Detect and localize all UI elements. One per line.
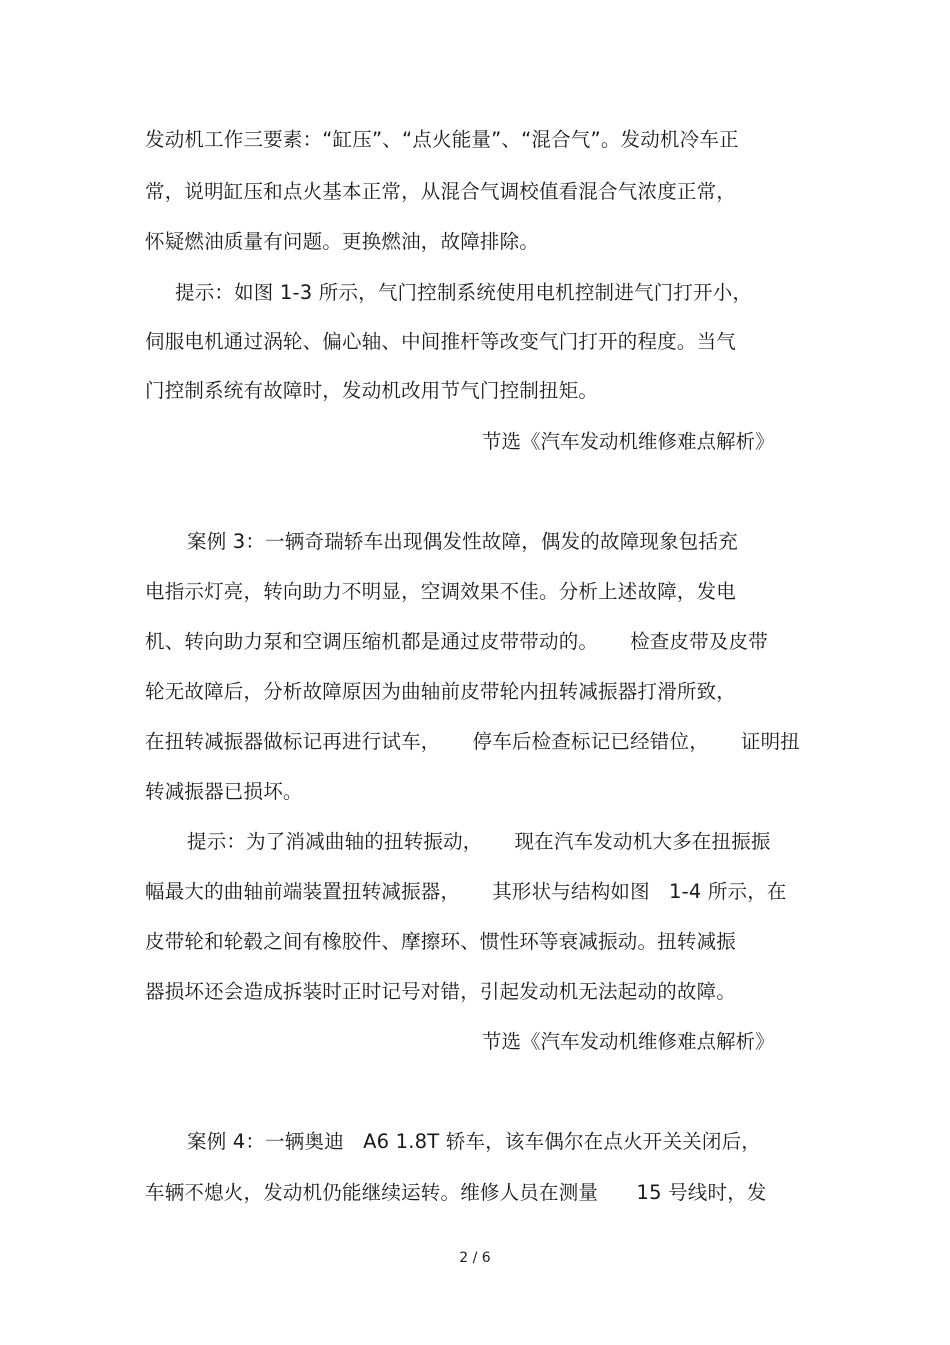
text-line: 器损坏还会造成拆装时正时记号对错，引起发动机无法起动的故障。 bbox=[145, 980, 737, 1003]
text-line: 转减振器已损坏。 bbox=[145, 780, 303, 803]
source-citation: 节选《汽车发动机维修难点解析》 bbox=[482, 430, 775, 453]
text-line: 门控制系统有故障时，发动机改用节气门控制扭矩。 bbox=[145, 379, 599, 402]
case-title-line: 案例 3：一辆奇瑞轿车出现偶发性故障，偶发的故障现象包括充 bbox=[187, 530, 738, 553]
text-line: 在扭转减振器做标记再进行试车， 停车后检查标记已经错位， 证明扭 bbox=[145, 730, 800, 753]
page-number: 2 / 6 bbox=[459, 1250, 491, 1266]
text-line: 车辆不熄火，发动机仍能继续运转。维修人员在测量 15 号线时，发 bbox=[145, 1181, 767, 1204]
text-line: 皮带轮和轮毂之间有橡胶件、摩擦环、惯性环等衰减振动。扭转减振 bbox=[145, 930, 737, 953]
text-line: 常，说明缸压和点火基本正常，从混合气调校值看混合气浓度正常， bbox=[145, 180, 737, 203]
text-line: 发动机工作三要素：“缸压”、“点火能量”、“混合气”。发动机冷车正 bbox=[145, 128, 739, 151]
text-line: 轮无故障后，分析故障原因为曲轴前皮带轮内扭转减振器打滑所致， bbox=[145, 680, 737, 703]
text-line: 电指示灯亮，转向助力不明显，空调效果不佳。分析上述故障，发电 bbox=[145, 580, 737, 603]
text-line: 机、转向助力泵和空调压缩机都是通过皮带带动的。 检查皮带及皮带 bbox=[145, 630, 768, 653]
hint-line: 提示：如图 1-3 所示，气门控制系统使用电机控制进气门打开小， bbox=[175, 281, 753, 304]
case-title-line: 案例 4：一辆奥迪 A6 1.8T 轿车，该车偶尔在点火开关关闭后， bbox=[187, 1130, 761, 1153]
text-line: 伺服电机通过涡轮、偏心轴、中间推杆等改变气门打开的程度。当气 bbox=[145, 330, 737, 353]
source-citation: 节选《汽车发动机维修难点解析》 bbox=[482, 1030, 775, 1053]
hint-line: 提示：为了消减曲轴的扭转振动， 现在汽车发动机大多在扭振振 bbox=[187, 830, 771, 853]
text-line: 怀疑燃油质量有问题。更换燃油，故障排除。 bbox=[145, 230, 540, 253]
text-line: 幅最大的曲轴前端装置扭转减振器， 其形状与结构如图 1-4 所示，在 bbox=[145, 880, 787, 903]
